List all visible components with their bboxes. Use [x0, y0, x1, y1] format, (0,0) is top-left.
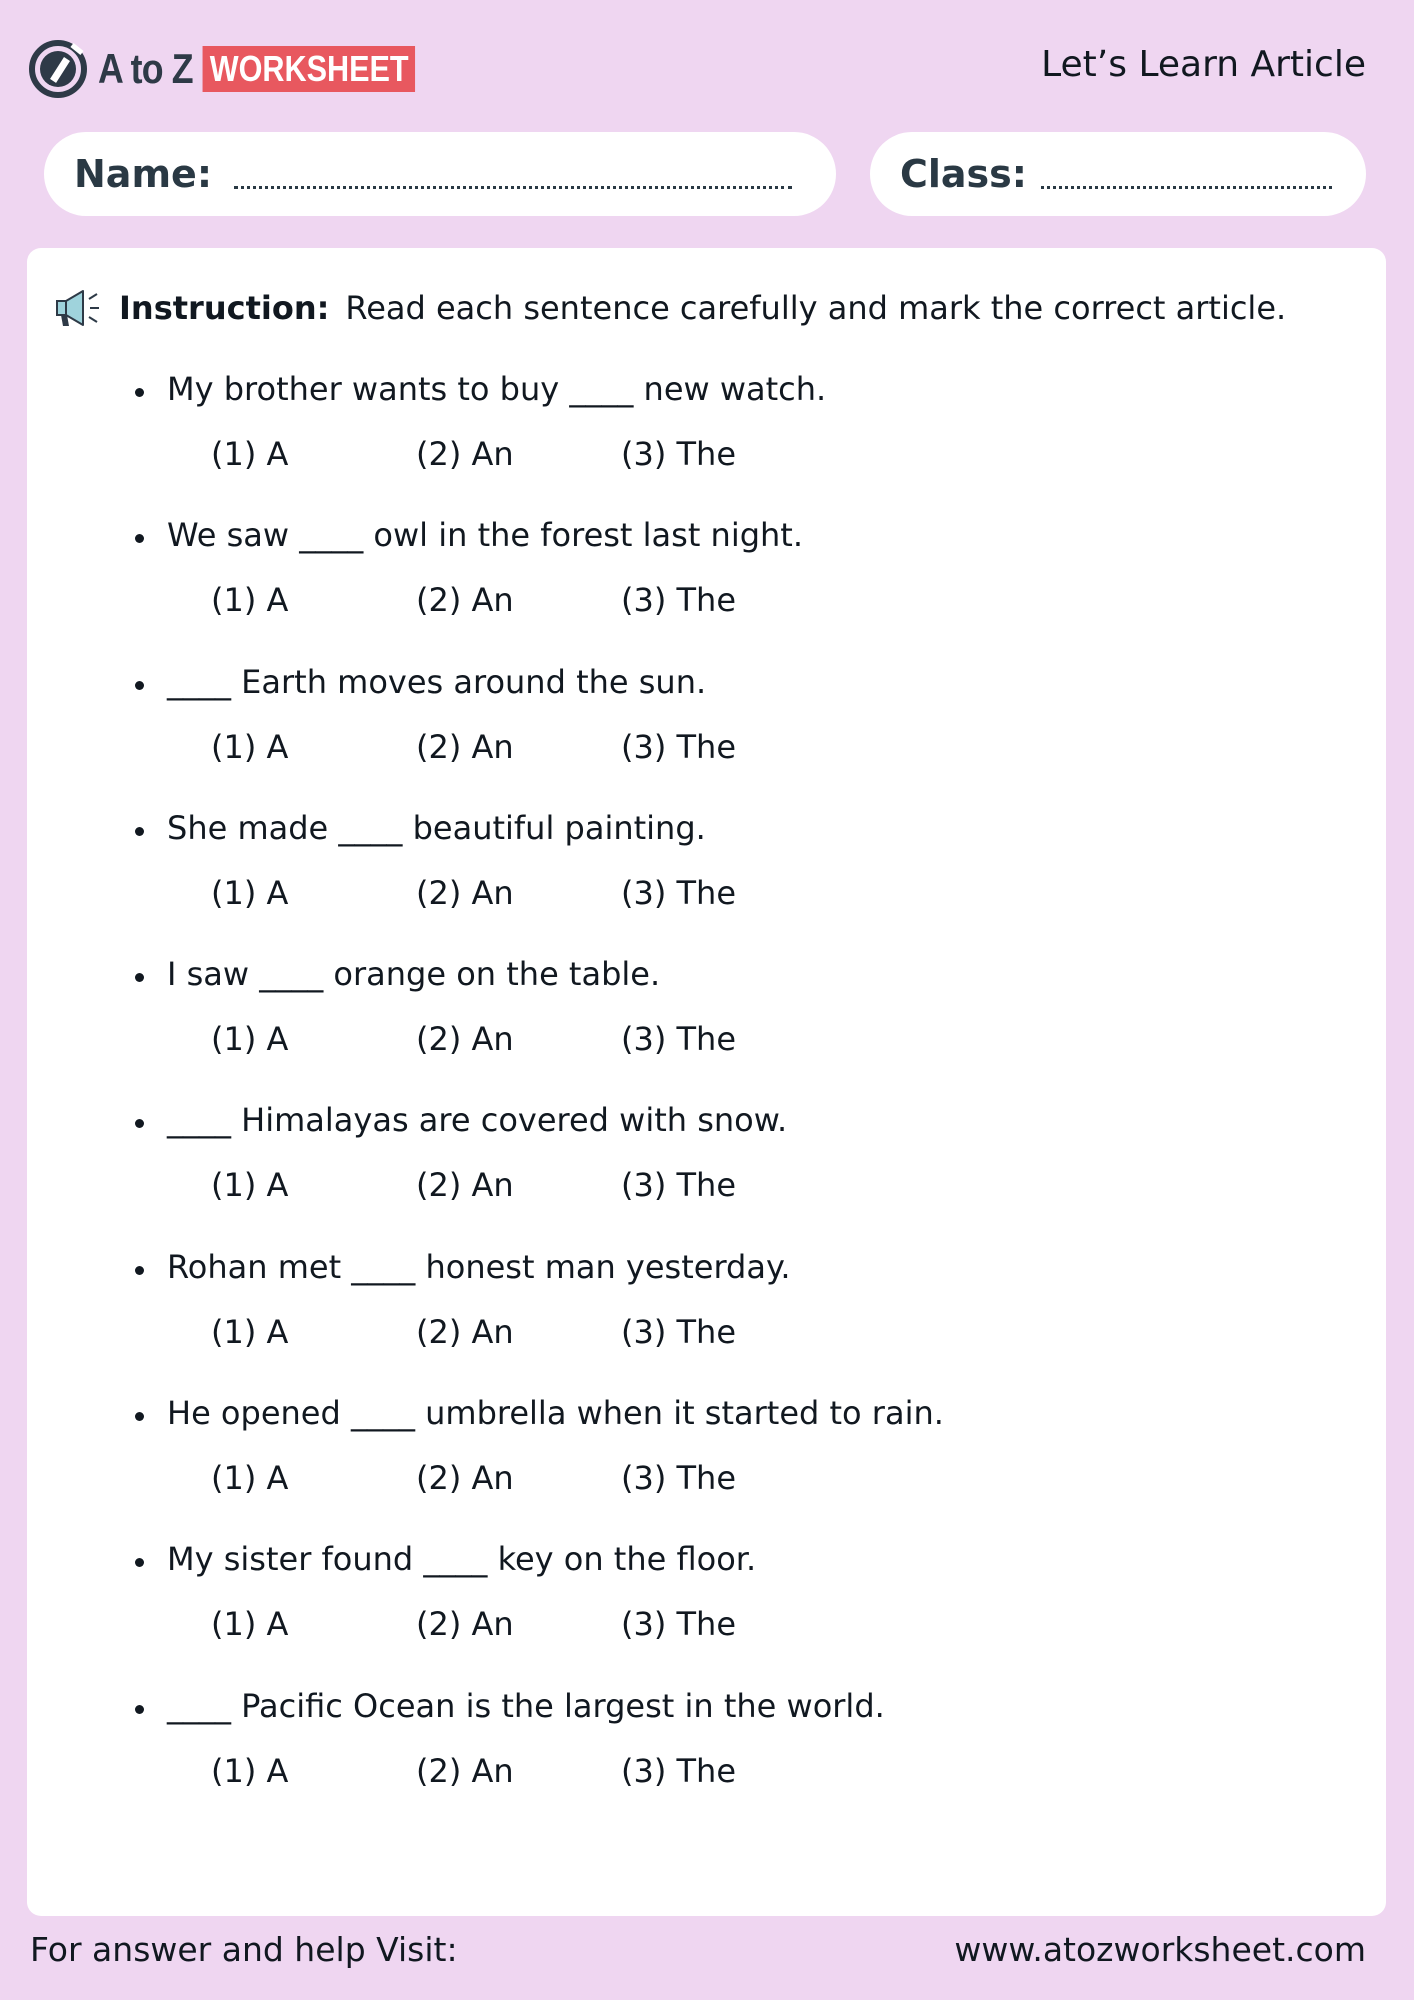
- option-an[interactable]: (2) An: [416, 1020, 514, 1059]
- option-a[interactable]: (1) A: [211, 1166, 289, 1205]
- question-text: ____ Pacific Ocean is the largest in the world.: [167, 1686, 885, 1725]
- pencil-logo-icon: [28, 39, 88, 99]
- name-answer-line[interactable]: [234, 160, 792, 189]
- question-text: She made ____ beautiful painting.: [167, 808, 706, 847]
- question-text: We saw ____ owl in the forest last night.: [167, 516, 804, 555]
- question-item: [27, 1386, 1386, 1532]
- question-item: [27, 1532, 1386, 1678]
- bullet: [135, 388, 144, 397]
- option-the[interactable]: (3) The: [621, 581, 737, 620]
- question-text: ____ Earth moves around the sun.: [167, 662, 707, 701]
- brand-name-text: A to Z: [98, 45, 193, 92]
- class-label: Class:: [900, 152, 1027, 196]
- option-an[interactable]: (2) An: [416, 435, 514, 473]
- brand-badge: WORKSHEET: [203, 46, 416, 92]
- option-a[interactable]: (1) A: [211, 435, 289, 473]
- option-the[interactable]: (3) The: [621, 435, 737, 473]
- question-item: [27, 655, 1386, 801]
- option-a[interactable]: (1) A: [211, 727, 289, 766]
- question-item: [27, 508, 1386, 654]
- option-an[interactable]: (2) An: [416, 1751, 514, 1790]
- bullet: [135, 534, 144, 543]
- option-a[interactable]: (1) A: [211, 1312, 289, 1351]
- option-an[interactable]: (2) An: [416, 1459, 514, 1498]
- option-a[interactable]: (1) A: [211, 1020, 289, 1059]
- bullet: [135, 1705, 144, 1714]
- name-label: Name:: [74, 152, 213, 196]
- question-list: [27, 362, 1386, 1825]
- question-text: ____ Himalayas are covered with snow.: [167, 1101, 788, 1140]
- class-answer-line[interactable]: [1041, 160, 1332, 189]
- question-text: I saw ____ orange on the table.: [167, 955, 661, 994]
- option-an[interactable]: (2) An: [416, 873, 514, 912]
- option-a[interactable]: (1) A: [211, 581, 289, 620]
- option-an[interactable]: (2) An: [416, 1166, 514, 1205]
- option-a[interactable]: (1) A: [211, 1751, 289, 1790]
- option-the[interactable]: (3) The: [621, 727, 737, 766]
- option-the[interactable]: (3) The: [621, 1312, 737, 1351]
- bullet: [135, 1119, 144, 1128]
- bullet: [135, 1558, 144, 1567]
- footer-website-link[interactable]: www.atozworksheet.com: [954, 1930, 1366, 1969]
- option-an[interactable]: (2) An: [416, 581, 514, 620]
- option-a[interactable]: (1) A: [211, 1459, 289, 1498]
- question-item: [27, 362, 1386, 508]
- question-item: [27, 801, 1386, 947]
- question-item: [27, 947, 1386, 1093]
- instruction-text: Read each sentence carefully and mark the correct article.: [345, 289, 1287, 327]
- question-text: He opened ____ umbrella when it started to rain.: [167, 1394, 944, 1433]
- brand-name: [98, 45, 415, 93]
- option-the[interactable]: (3) The: [621, 873, 737, 912]
- option-the[interactable]: (3) The: [621, 1751, 737, 1790]
- megaphone-icon: [53, 286, 103, 330]
- bullet: [135, 1266, 144, 1275]
- question-item: [27, 1240, 1386, 1386]
- class-field[interactable]: [870, 132, 1366, 216]
- option-the[interactable]: (3) The: [621, 1020, 737, 1059]
- question-text: My brother wants to buy ____ new watch.: [167, 370, 827, 408]
- question-text: Rohan met ____ honest man yesterday.: [167, 1247, 791, 1286]
- option-an[interactable]: (2) An: [416, 727, 514, 766]
- question-item: [27, 1679, 1386, 1825]
- option-a[interactable]: (1) A: [211, 873, 289, 912]
- worksheet-card: [27, 248, 1386, 1916]
- question-text: My sister found ____ key on the floor.: [167, 1540, 757, 1579]
- option-a[interactable]: (1) A: [211, 1605, 289, 1644]
- footer-help-text: For answer and help Visit:: [30, 1930, 458, 1969]
- brand-logo: [28, 38, 471, 100]
- name-field[interactable]: [44, 132, 836, 216]
- option-the[interactable]: (3) The: [621, 1166, 737, 1205]
- bullet: [135, 973, 144, 982]
- bullet: [135, 827, 144, 836]
- option-an[interactable]: (2) An: [416, 1605, 514, 1644]
- question-item: [27, 1093, 1386, 1239]
- instruction: [53, 286, 1286, 330]
- page-title: Let’s Learn Article: [1041, 44, 1366, 85]
- instruction-label: Instruction:: [119, 289, 330, 327]
- option-the[interactable]: (3) The: [621, 1459, 737, 1498]
- bullet: [135, 681, 144, 690]
- option-an[interactable]: (2) An: [416, 1312, 514, 1351]
- bullet: [135, 1412, 144, 1421]
- option-the[interactable]: (3) The: [621, 1605, 737, 1644]
